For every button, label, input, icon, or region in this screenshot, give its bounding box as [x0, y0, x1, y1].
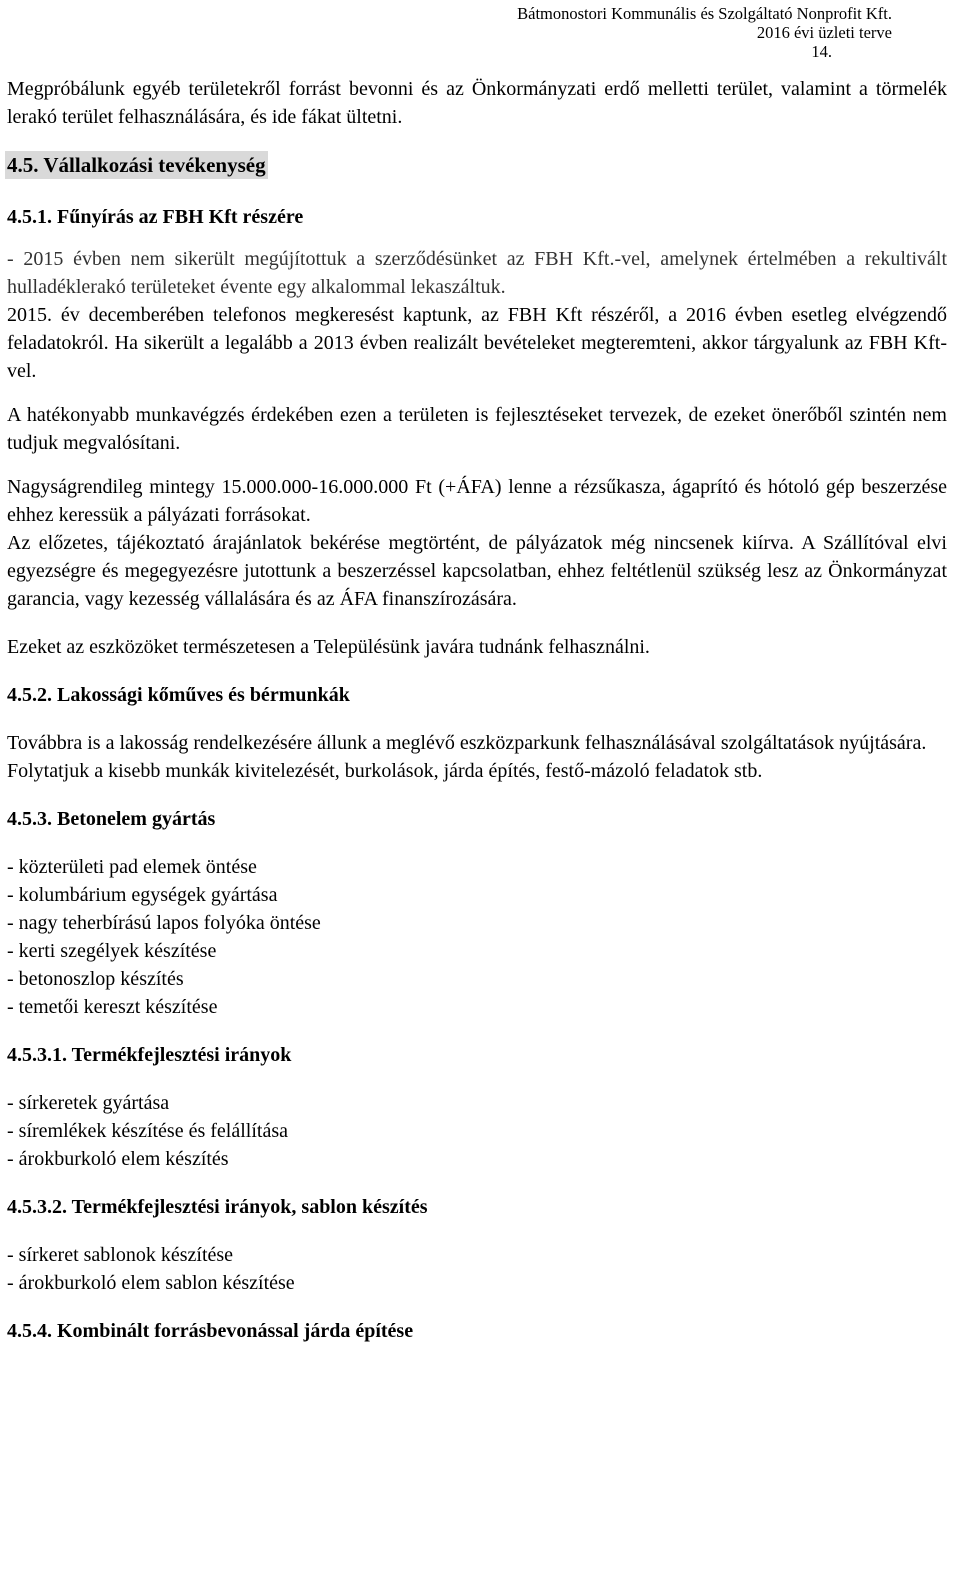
paragraph-small-works: Folytatjuk a kisebb munkák kivitelezését, burkolások, járda építés, festő-mázoló feladatok stb.	[7, 760, 763, 782]
list-item: - közterületi pad elemek öntése	[7, 856, 257, 878]
paragraph-usage: Ezeket az eszközöket természetesen a Településünk javára tudnánk felhasználni.	[7, 636, 650, 658]
page-header	[7, 0, 947, 61]
paragraph-development: A hatékonyabb munkavégzés érdekében ezen a területen is fejlesztéseket tervezek, de ezeket önerőből szintén nem tudjuk megvalósítani.	[7, 404, 947, 454]
intro-paragraph: Megpróbálunk egyéb területekről forrást bevonni és az Önkormányzati erdő melletti terület, valamint a törmelék lerakó terület felhasználására, és ide fákat ültetni.	[7, 78, 947, 128]
header-page-number: 14.	[811, 42, 832, 61]
list-item: - betonoszlop készítés	[7, 968, 184, 990]
list-item: - kolumbárium egységek gyártása	[7, 884, 278, 906]
list-item: - nagy teherbírású lapos folyóka öntése	[7, 912, 321, 934]
header-report: 2016 évi üzleti terve	[756, 23, 892, 42]
product-development-list	[7, 1089, 947, 1173]
list-item: - síremlékek készítése és felállítása	[7, 1120, 288, 1142]
header-company: Bátmonostori Kommunális és Szolgáltató Nonprofit Kft.	[517, 4, 892, 23]
list-item: - sírkeretek gyártása	[7, 1092, 170, 1114]
list-item: - kerti szegélyek készítése	[7, 940, 217, 962]
list-item: - árokburkoló elem készítés	[7, 1148, 229, 1170]
section-heading-4-5-1: 4.5.1. Fűnyírás az FBH Kft részére	[7, 206, 304, 228]
list-item: - árokburkoló elem sablon készítése	[7, 1272, 295, 1294]
paragraph-fbh-contract: - 2015 évben nem sikerült megújítottuk a szerződésünket az FBH Kft.-vel, amelynek értelmében a rekultivált hulladéklerakó területeket évente egy alkalommal lekaszáltuk.	[7, 248, 947, 298]
template-making-list	[7, 1241, 947, 1297]
section-heading-4-5-3-1: 4.5.3.1. Termékfejlesztési irányok	[7, 1044, 292, 1066]
paragraph-fbh-december: 2015. év decemberében telefonos megkeresést kaptunk, az FBH Kft részéről, a 2016 évben esetleg elvégzendő feladatokról. Ha sikerült a legalább a 2013 évben realizált bevételeket megteremteni, akkor tárgyalunk az FBH Kft-vel.	[7, 304, 947, 382]
list-item: - temetői kereszt készítése	[7, 996, 218, 1018]
paragraph-machinery-cost: Nagyságrendileg mintegy 15.000.000-16.000.000 Ft (+ÁFA) lenne a rézsűkasza, ágaprító és hótoló gép beszerzése ehhez keressük a pályázati forrásokat.	[7, 476, 947, 526]
section-heading-4-5-4: 4.5.4. Kombinált forrásbevonással járda építése	[7, 1320, 414, 1342]
concrete-products-list	[7, 853, 947, 1021]
section-heading-4-5-2: 4.5.2. Lakossági kőműves és bérmunkák	[7, 684, 350, 706]
list-item: - sírkeret sablonok készítése	[7, 1244, 234, 1266]
paragraph-quotes: Az előzetes, tájékoztató árajánlatok bekérése megtörtént, de pályázatok még nincsenek kiírva. A Szállítóval elvi egyezségre és megegyezésre jutottunk a beszerzéssel kapcsolatban, ehhez feltétlenül szükség lesz az Önkormányzat garancia, vagy kezesség vállalására és az ÁFA finanszírozására.	[7, 532, 947, 610]
paragraph-residential-services: Továbbra is a lakosság rendelkezésére állunk a meglévő eszközparkunk felhasználásával szolgáltatások nyújtására.	[7, 732, 927, 754]
section-heading-4-5-3: 4.5.3. Betonelem gyártás	[7, 808, 216, 830]
highlighted-heading: 4.5. Vállalkozási tevékenység	[7, 153, 266, 177]
section-heading-4-5	[7, 151, 947, 179]
section-heading-4-5-3-2: 4.5.3.2. Termékfejlesztési irányok, sablon készítés	[7, 1196, 428, 1218]
